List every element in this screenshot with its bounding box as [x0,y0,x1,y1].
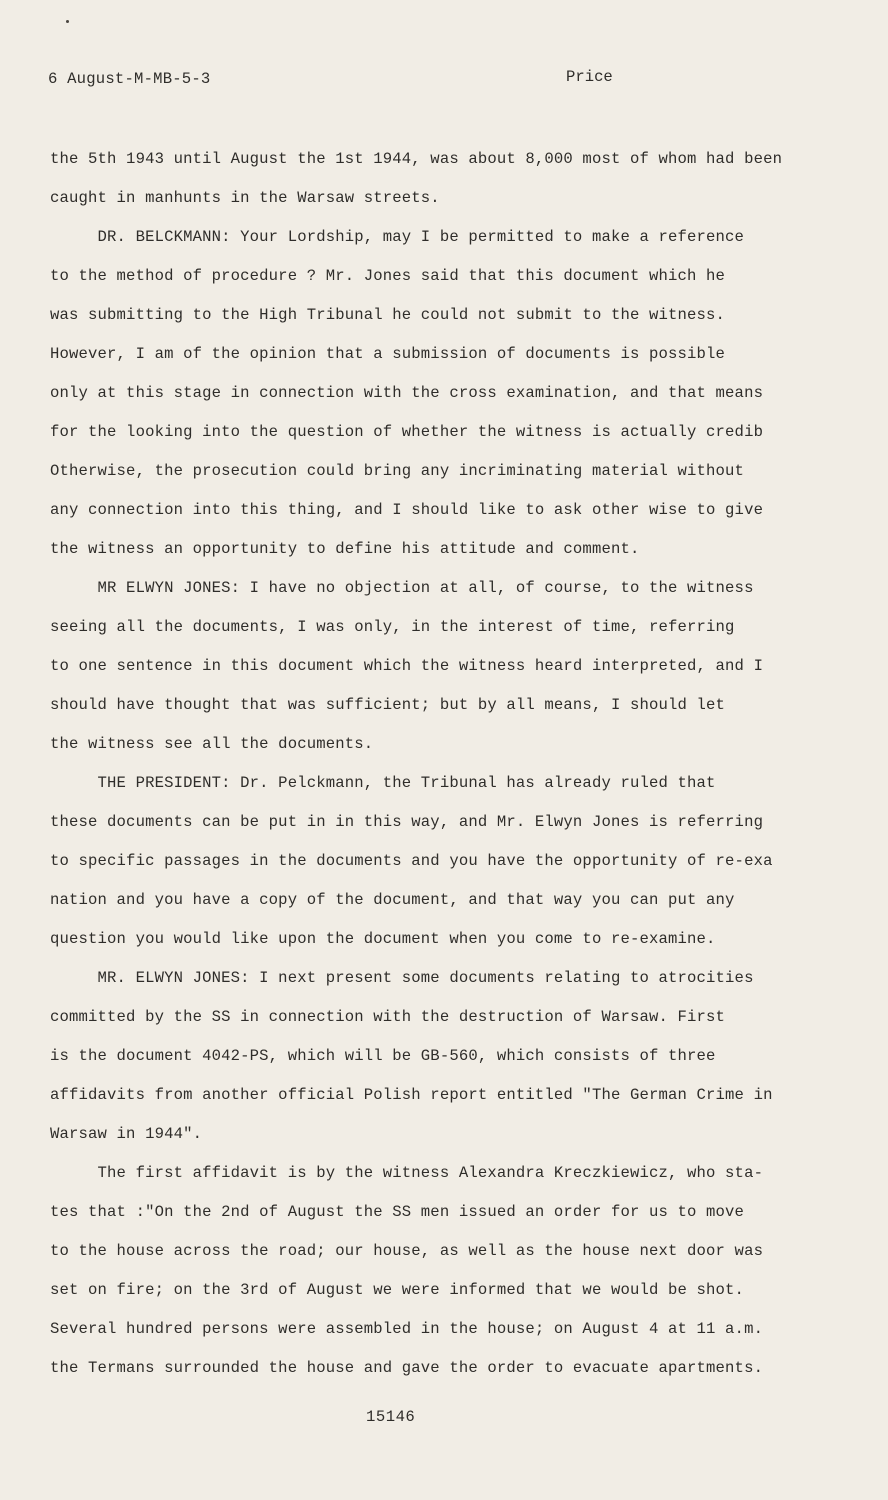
page-number: 15146 [366,1408,416,1426]
reporter-name: Price [566,68,613,86]
text-line: The first affidavit is by the witness Alexandra Kreczkiewicz, who sta- [50,1164,764,1182]
text-line: Otherwise, the prosecution could bring any incriminating material without [50,462,745,480]
document-reference: 6 August-M-MB-5-3 [48,70,211,88]
text-line: seeing all the documents, I was only, in the interest of time, referring [50,618,735,636]
text-line: for the looking into the question of whether the witness is actually credib [50,423,764,441]
text-line: to one sentence in this document which the witness heard interpreted, and I [50,657,764,675]
text-line: Several hundred persons were assembled in the house; on August 4 at 11 a.m. [50,1320,764,1338]
text-line: MR. ELWYN JONES: I next present some documents relating to atrocities [50,969,754,987]
text-line: MR ELWYN JONES: I have no objection at all, of course, to the witness [50,579,754,597]
text-line: the 5th 1943 until August the 1st 1944, was about 8,000 most of whom had been [50,150,783,168]
text-line: to the method of procedure ? Mr. Jones said that this document which he [50,267,726,285]
text-line: Warsaw in 1944". [50,1125,203,1143]
text-line: THE PRESIDENT: Dr. Pelckmann, the Tribunal has already ruled that [50,774,716,792]
text-line: the witness an opportunity to define his attitude and comment. [50,540,640,558]
text-line: should have thought that was sufficient; but by all means, I should let [50,696,726,714]
text-line: the witness see all the documents. [50,735,374,753]
ink-speck [66,20,69,23]
text-line: nation and you have a copy of the document, and that way you can put any [50,891,735,909]
text-line: to the house across the road; our house, as well as the house next door was [50,1242,764,1260]
text-line: only at this stage in connection with the cross examination, and that means [50,384,764,402]
transcript-body [50,146,810,1394]
text-line: to specific passages in the documents and you have the opportunity of re-exa [50,852,773,870]
text-line: these documents can be put in in this way, and Mr. Elwyn Jones is referring [50,813,764,831]
text-line: the Termans surrounded the house and gave the order to evacuate apartments. [50,1359,764,1377]
text-line: question you would like upon the document when you come to re-examine. [50,930,716,948]
text-line: was submitting to the High Tribunal he could not submit to the witness. [50,306,726,324]
text-line: However, I am of the opinion that a submission of documents is possible [50,345,726,363]
text-line: committed by the SS in connection with the destruction of Warsaw. First [50,1008,726,1026]
text-line: affidavits from another official Polish report entitled "The German Crime in [50,1086,773,1104]
text-line: is the document 4042-PS, which will be GB-560, which consists of three [50,1047,716,1065]
text-line: any connection into this thing, and I should like to ask other wise to give [50,501,764,519]
text-line: DR. BELCKMANN: Your Lordship, may I be permitted to make a reference [50,228,745,246]
text-line: caught in manhunts in the Warsaw streets. [50,189,440,207]
text-line: set on fire; on the 3rd of August we were informed that we would be shot. [50,1281,745,1299]
text-line: tes that :"On the 2nd of August the SS men issued an order for us to move [50,1203,745,1221]
